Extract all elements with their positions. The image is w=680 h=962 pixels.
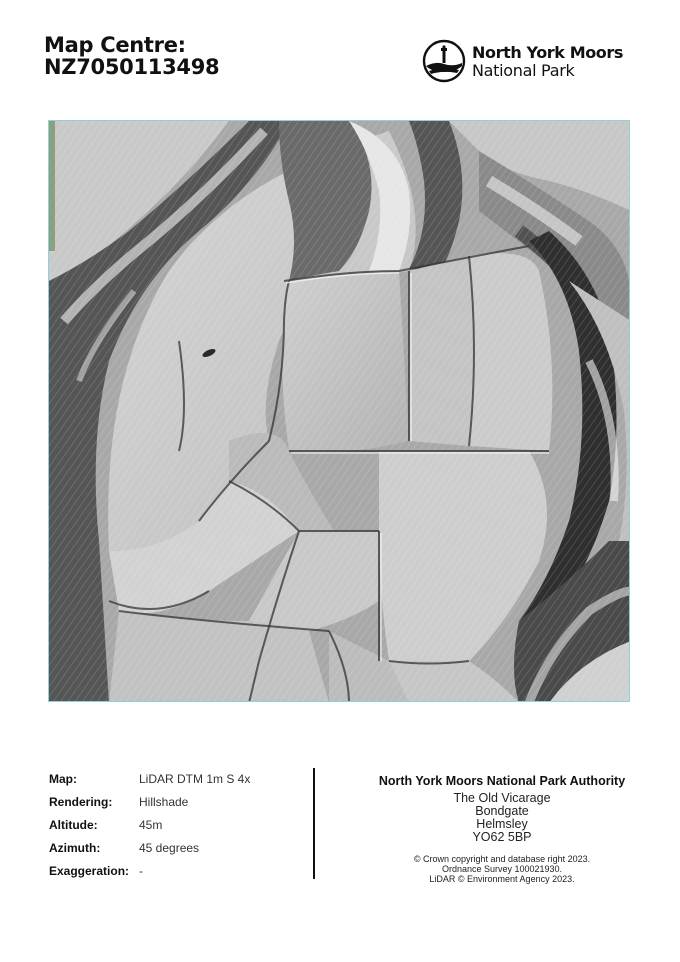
copyright-line: © Crown copyright and database right 2023. (413, 854, 591, 864)
grid-reference: NZ7050113498 (44, 55, 220, 79)
copyright-line: Ordnance Survey 100021930. (441, 864, 563, 874)
detail-value: 45 degrees (139, 841, 200, 855)
authority-block (360, 774, 644, 884)
footer-divider (313, 768, 315, 879)
title-label: Map Centre: (44, 33, 186, 57)
detail-label: Altitude: (49, 818, 98, 832)
detail-label: Rendering: (49, 795, 113, 809)
authority-name: North York Moors National Park Authority (378, 774, 626, 788)
park-logo (422, 39, 622, 83)
lighthouse-emblem-icon (422, 39, 466, 83)
address-line: Bondgate (475, 804, 529, 818)
detail-value: Hillshade (139, 795, 189, 809)
address-line: The Old Vicarage (453, 791, 551, 805)
lidar-map-image (48, 120, 630, 702)
logo-name-line1: North York Moors (472, 43, 624, 62)
detail-value: 45m (139, 818, 163, 832)
address-line: Helmsley (476, 817, 528, 831)
copyright-notice (360, 854, 644, 884)
detail-label: Azimuth: (49, 841, 101, 855)
detail-label: Map: (49, 772, 77, 786)
map-centre-title (44, 34, 219, 78)
hillshade-relief (49, 121, 630, 702)
logo-name-line2: National Park (472, 61, 575, 80)
detail-value: - (139, 864, 143, 878)
address-line: YO62 5BP (472, 830, 532, 844)
detail-value: LiDAR DTM 1m S 4x (139, 772, 251, 786)
copyright-line: LiDAR © Environment Agency 2023. (429, 874, 575, 884)
detail-label: Exaggeration: (49, 864, 130, 878)
